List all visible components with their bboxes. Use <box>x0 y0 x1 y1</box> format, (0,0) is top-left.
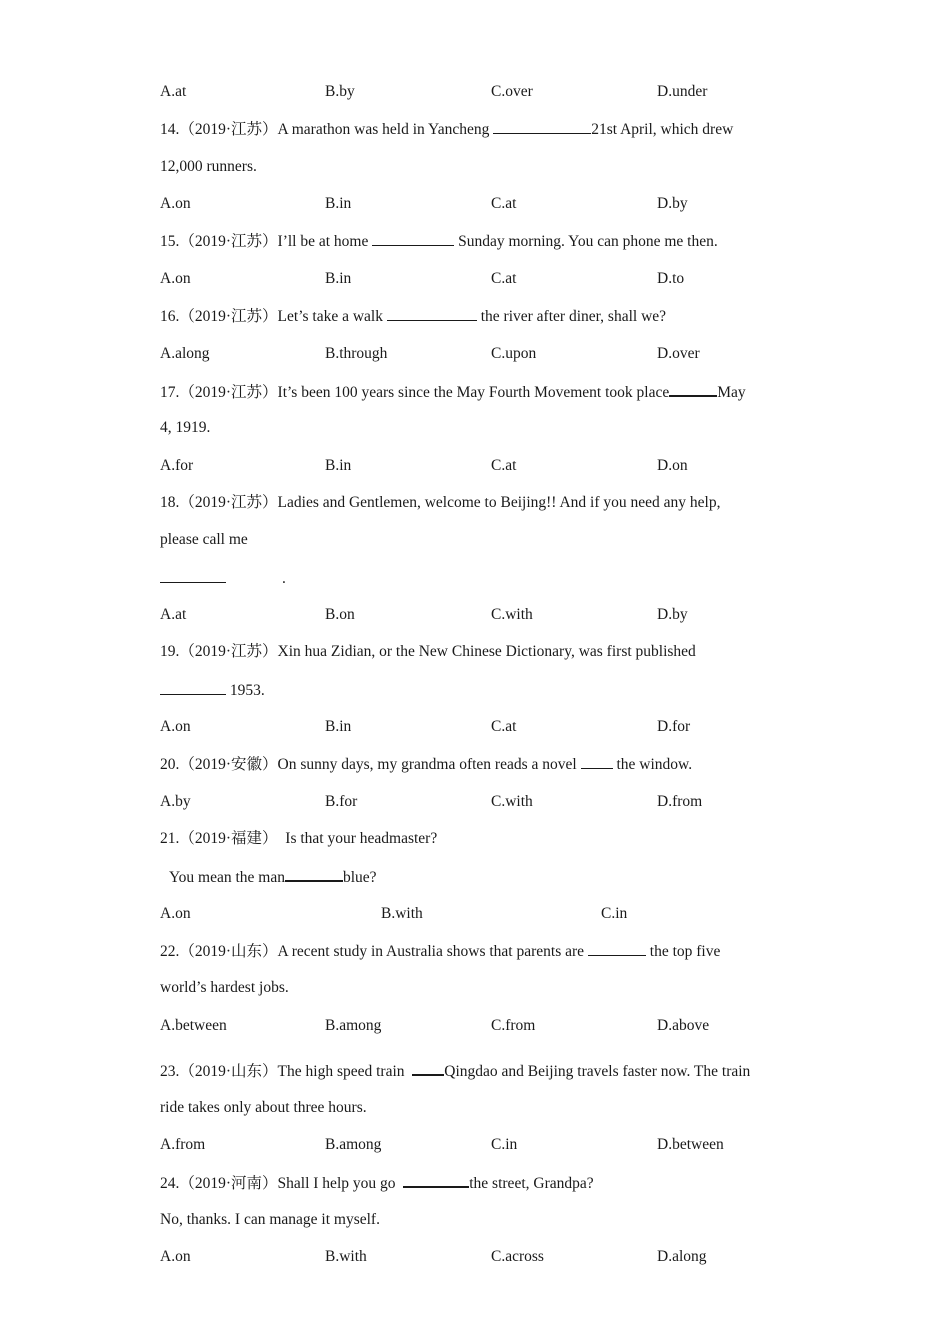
q22-blank <box>588 941 646 956</box>
q20-option-b: B.for <box>325 793 358 810</box>
q18-stem: 18.（2019·江苏）Ladies and Gentlemen, welcome to Beijing!! And if you need any help, <box>160 494 721 511</box>
q21-stem-cont: You mean the man blue? <box>169 866 377 888</box>
q23-option-a: A.from <box>160 1136 206 1153</box>
q18-option-d: D.by <box>657 606 688 623</box>
q22-stem-cont: world’s hardest jobs. <box>160 979 289 996</box>
q18-option-c: C.with <box>491 606 533 623</box>
q23-stem-cont: ride takes only about three hours. <box>160 1099 367 1116</box>
q19-option-a: A.on <box>160 718 191 735</box>
q22-option-a: A.between <box>160 1017 227 1034</box>
q17-option-c: C.at <box>491 457 517 474</box>
q16-stem: 16.（2019·江苏）Let’s take a walk the river after diner, shall we? <box>160 308 667 325</box>
q16-option-b: B.through <box>325 345 388 362</box>
q23-option-c: C.in <box>491 1136 518 1153</box>
q19-stem-cont: 1953. <box>160 680 265 701</box>
q24-option-c: C.across <box>491 1248 544 1265</box>
q15-stem: 15.（2019·江苏）I’ll be at home Sunday morning. You can phone me then. <box>160 233 718 250</box>
q14-option-a: A.on <box>160 195 191 212</box>
q17-stem: 17.（2019·江苏）It’s been 100 years since the May Fourth Movement took place May <box>160 381 746 403</box>
q20-option-a: A.by <box>160 793 191 810</box>
q23-option-b: B.among <box>325 1136 382 1153</box>
q16-option-c: C.upon <box>491 345 537 362</box>
q24-option-b: B.with <box>325 1248 367 1265</box>
q22-stem: 22.（2019·山东）A recent study in Australia shows that parents are the top five <box>160 943 721 960</box>
q23-stem: 23.（2019·山东）The high speed train Qingdao and Beijing travels faster now. The train <box>160 1060 750 1082</box>
q17-blank <box>669 381 717 397</box>
q19-option-c: C.at <box>491 718 517 735</box>
q24-stem-cont: No, thanks. I can manage it myself. <box>160 1211 380 1228</box>
q21-blank <box>285 866 343 882</box>
q13-option-c: C.over <box>491 83 533 100</box>
q17-option-b: B.in <box>325 457 352 474</box>
q16-option-d: D.over <box>657 345 700 362</box>
q13-option-b: B.by <box>325 83 355 100</box>
q21-option-c: C.in <box>601 905 628 922</box>
q14-option-b: B.in <box>325 195 352 212</box>
q16-option-a: A.along <box>160 345 210 362</box>
q15-blank <box>372 231 454 246</box>
q18-answer-line: . <box>160 568 286 589</box>
q18-option-b: B.on <box>325 606 355 623</box>
q22-option-d: D.above <box>657 1017 710 1034</box>
q17-option-a: A.for <box>160 457 194 474</box>
q21-stem: 21.（2019·福建） Is that your headmaster? <box>160 830 438 847</box>
q22-option-c: C.from <box>491 1017 536 1034</box>
q20-blank <box>581 754 613 769</box>
q20-option-d: D.from <box>657 793 703 810</box>
q18-stem-cont: please call me <box>160 531 248 548</box>
q14-stem: 14.（2019·江苏）A marathon was held in Yancheng 21st April, which drew <box>160 121 734 138</box>
q22-option-b: B.among <box>325 1017 382 1034</box>
q14-option-d: D.by <box>657 195 688 212</box>
q17-option-d: D.on <box>657 457 688 474</box>
q21-option-b: B.with <box>381 905 423 922</box>
q24-option-d: D.along <box>657 1248 707 1265</box>
q14-blank <box>493 119 591 134</box>
q24-option-a: A.on <box>160 1248 191 1265</box>
q24-stem: 24.（2019·河南）Shall I help you go the street, Grandpa? <box>160 1172 594 1194</box>
q23-option-d: D.between <box>657 1136 724 1153</box>
q19-stem: 19.（2019·江苏）Xin hua Zidian, or the New Chinese Dictionary, was first published <box>160 643 696 660</box>
q19-blank <box>160 680 226 695</box>
q24-blank <box>403 1172 469 1188</box>
q14-stem-cont: 12,000 runners. <box>160 158 257 175</box>
q19-option-b: B.in <box>325 718 352 735</box>
q17-stem-cont: 4, 1919. <box>160 419 211 436</box>
q19-option-d: D.for <box>657 718 691 735</box>
q15-option-d: D.to <box>657 270 685 287</box>
q20-stem: 20.（2019·安徽）On sunny days, my grandma often reads a novel the window. <box>160 756 693 773</box>
q15-option-c: C.at <box>491 270 517 287</box>
q15-option-a: A.on <box>160 270 191 287</box>
q18-option-a: A.at <box>160 606 187 623</box>
q18-blank <box>160 568 226 583</box>
q23-blank <box>412 1060 444 1076</box>
q16-blank <box>387 306 477 321</box>
q20-option-c: C.with <box>491 793 533 810</box>
q15-option-b: B.in <box>325 270 352 287</box>
q13-option-d: D.under <box>657 83 708 100</box>
q13-option-a: A.at <box>160 83 187 100</box>
q21-option-a: A.on <box>160 905 191 922</box>
q14-option-c: C.at <box>491 195 517 212</box>
